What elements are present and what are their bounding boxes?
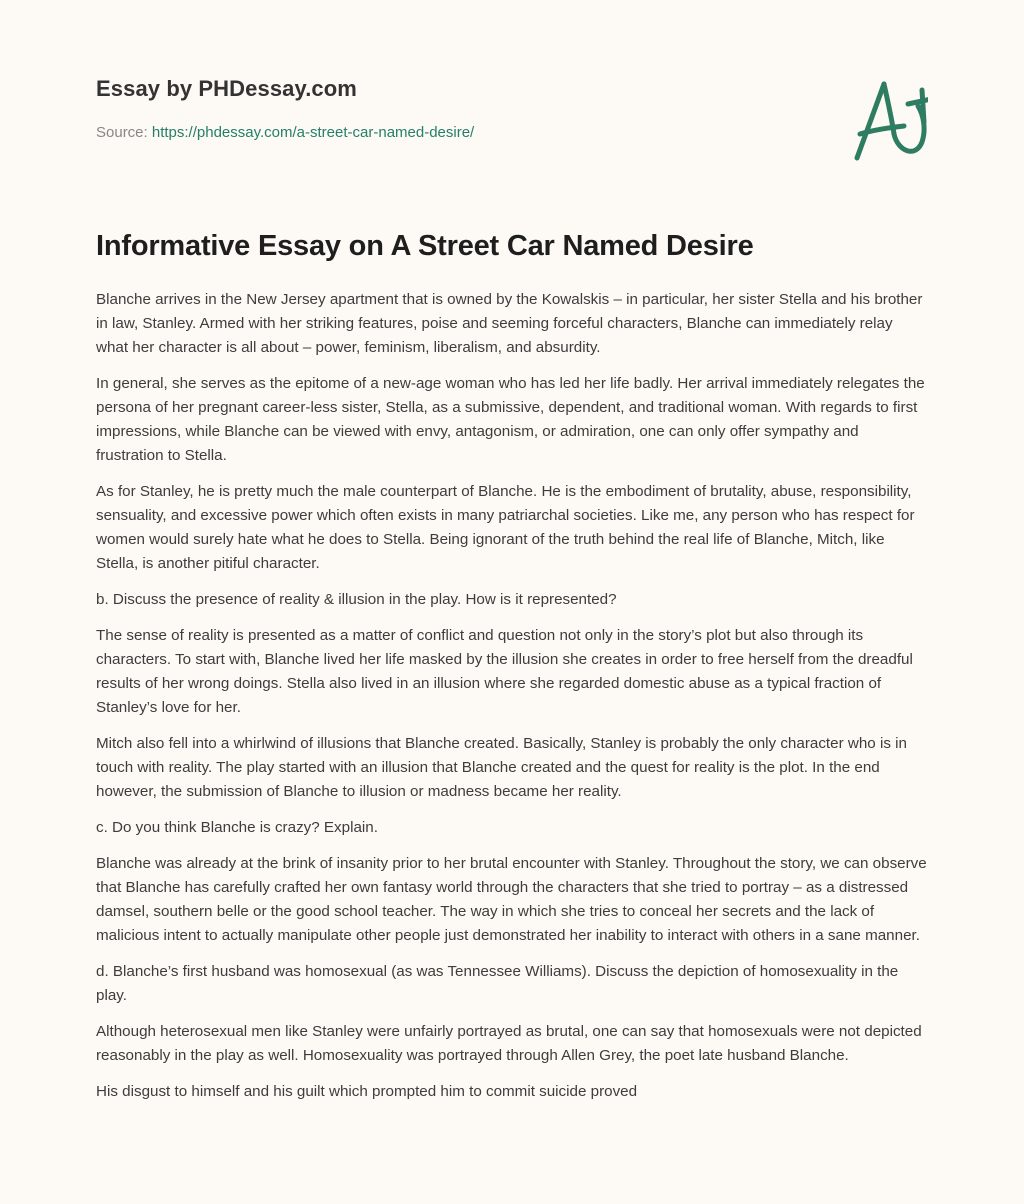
paragraph: In general, she serves as the epitome of a new-age woman who has led her life badly. Her arrival immediately relegates the persona of her pregnant career-less sister, Stella, as a submissive, dependent, and traditional woman. With regards to first impressions, while Blanche can be viewed with envy, antagonism, or admiration, one can only offer sympathy and frustration to Stella. — [96, 375, 925, 464]
question-b: b. Discuss the presence of reality & illusion in the play. How is it represented? — [96, 591, 617, 608]
page-header — [96, 0, 928, 190]
paragraph: Although heterosexual men like Stanley were unfairly portrayed as brutal, one can say that homosexuals were not depicted reasonably in the play as well. Homosexuality was portrayed through Allen Grey, the poet late husband Blanche. — [96, 1023, 922, 1064]
paragraph: Blanche was already at the brink of insanity prior to her brutal encounter with Stanley. Throughout the story, we can observe that Blanche has carefully crafted her own fantasy world through the characters that she tried to portray – as a distressed damsel, southern belle or the good school teacher. The way in which she tries to conceal her secrets and the lack of malicious intent to actually manipulate other people just demonstrated her inability to interact with others in a sane manner. — [96, 855, 927, 944]
paragraph: His disgust to himself and his guilt which prompted him to commit suicide proved — [96, 1083, 638, 1100]
paragraph: The sense of reality is presented as a matter of conflict and question not only in the story’s plot but also through its characters. To start with, Blanche lived her life masked by the illusion she creates in order to free herself from the dreadful results of her wrong doings. Stella also lived in an illusion where she regarded domestic abuse as a typical fraction of Stanley’s love for her. — [96, 627, 913, 716]
question-d: d. Blanche’s first husband was homosexual (as was Tennessee Williams). Discuss the depiction of homosexuality in the play. — [96, 963, 899, 1004]
source-line — [96, 124, 474, 141]
paragraph: Mitch also fell into a whirlwind of illusions that Blanche created. Basically, Stanley is probably the only character who is in touch with reality. The play started with an illusion that Blanche created and the quest for reality is the plot. In the end however, the submission of Blanche to illusion or madness became her reality. — [96, 735, 907, 800]
page-title: Informative Essay on A Street Car Named Desire — [96, 230, 754, 262]
source-label: Source: — [96, 124, 148, 141]
paragraph: Blanche arrives in the New Jersey apartment that is owned by the Kowalskis – in particular, her sister Stella and his brother in law, Stanley. Armed with her striking features, poise and seeming forceful characters, Blanche can immediately relay what her character is all about – power, feminism, liberalism, and absurdity. — [96, 291, 923, 356]
a-plus-grade-icon — [824, 68, 928, 164]
article — [96, 224, 928, 1116]
site-title: Essay by PHDessay.com — [96, 76, 357, 101]
paragraph: As for Stanley, he is pretty much the male counterpart of Blanche. He is the embodiment of brutality, abuse, responsibility, sensuality, and excessive power which often exists in many patriarchal societies. Like me, any person who has respect for women would surely hate what he does to Stella. Being ignorant of the truth behind the real life of Blanche, Mitch, like Stella, is another pitiful character. — [96, 483, 915, 572]
question-c: c. Do you think Blanche is crazy? Explain. — [96, 819, 378, 836]
source-link[interactable]: https://phdessay.com/a-street-car-named-desire/ — [151, 124, 475, 141]
